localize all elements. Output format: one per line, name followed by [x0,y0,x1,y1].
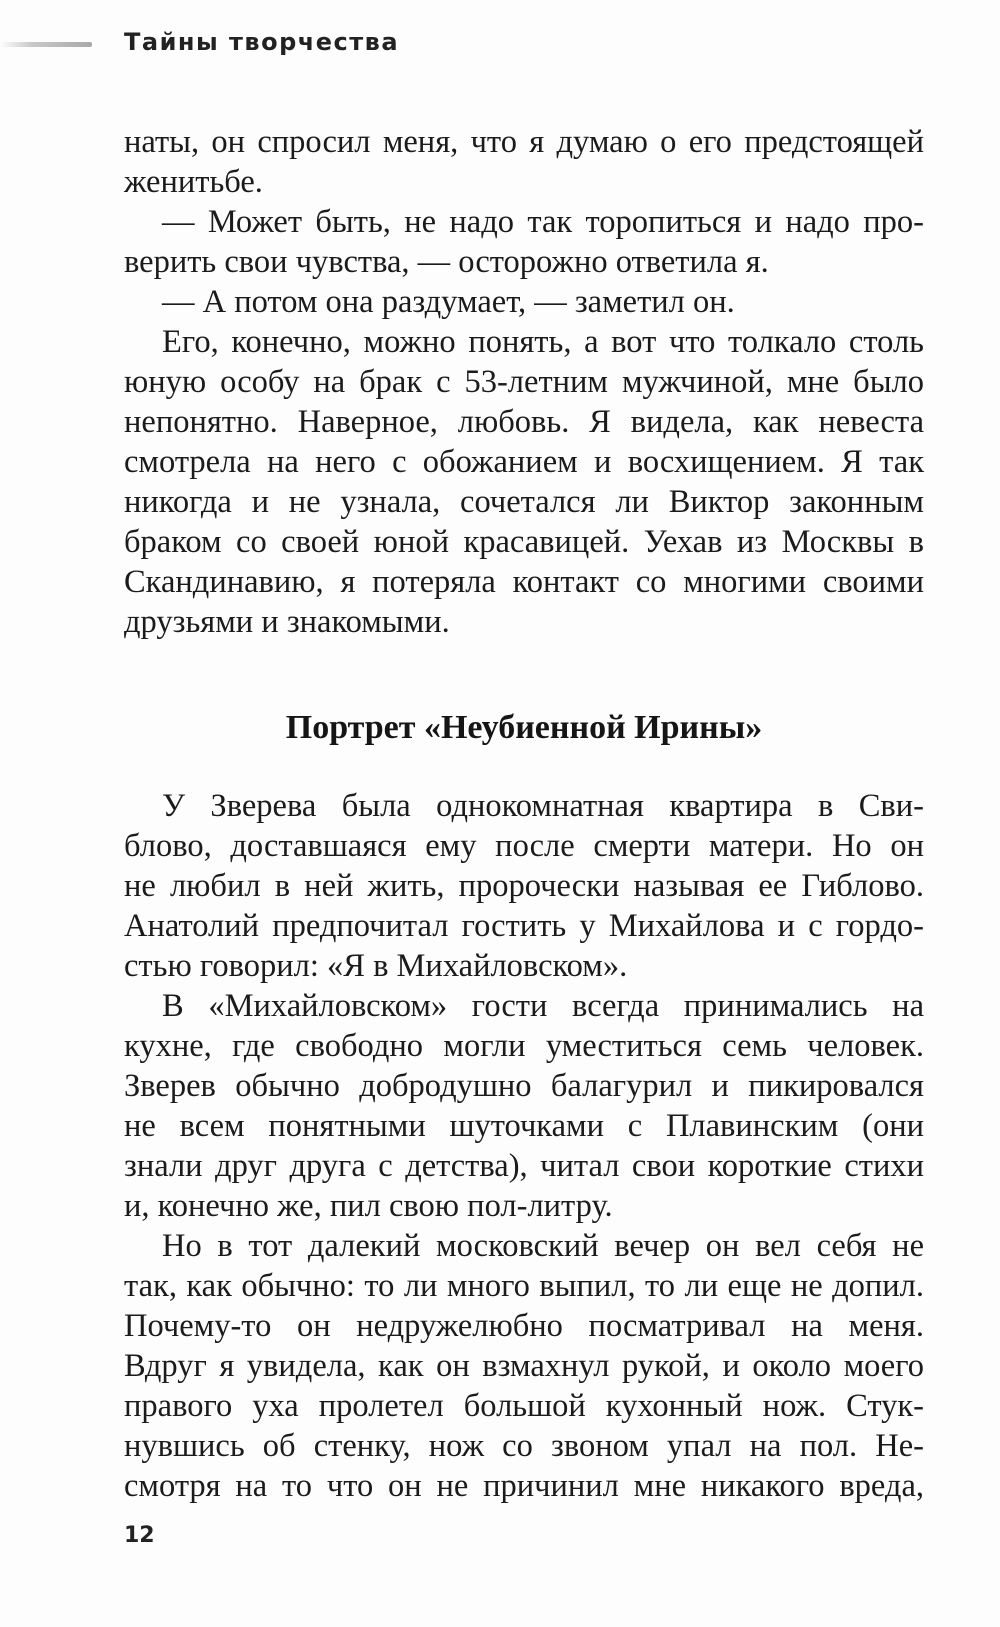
text-line: В «Михайловском» гости всегда принимались на [162,988,924,1024]
text-line: Почему-то он недружелюбно посматривал на меня. [124,1308,924,1344]
text-line: женитьбе. [124,164,263,200]
text-line: не всем понятными шуточками с Плавинским (они [124,1108,924,1144]
section-heading: Портрет «Неубиенной Ирины» [285,709,763,746]
text-line: никогда и не узнала, сочетался ли Виктор законным [124,484,924,520]
paragraph-block-bottom [124,786,924,1506]
text-line: смотрела на него с обожанием и восхищением. Я так [124,444,924,480]
text-line: У Зверева была однокомнатная квартира в Сви- [162,788,924,824]
text-line: — Может быть, не надо так торопиться и надо про- [162,204,924,240]
text-line: стью говорил: «Я в Михайловском». [124,948,628,984]
text-line: Скандинавию, я потеряла контакт со многими своими [124,564,924,600]
running-head-title: Тайны творчества [124,28,400,56]
text-line: не любил в ней жить, пророчески называя ее Гиблово. [124,868,924,904]
header-decorative-rule [0,42,92,47]
text-line: Его, конечно, можно понять, а вот что толкало столь [162,324,924,360]
text-line: знали друг друга с детства), читал свои короткие стихи [124,1148,924,1184]
text-line: непонятно. Наверное, любовь. Я видела, как невеста [124,404,924,440]
text-line: Вдруг я увидела, как он взмахнул рукой, и около моего [124,1348,924,1384]
text-line: Анатолий предпочитал гостить у Михайлова и с гордо- [124,908,924,944]
text-line: Зверев обычно добродушно балагурил и пикировался [124,1068,924,1104]
text-line: друзьями и знакомыми. [124,604,450,640]
text-line: — А потом она раздумает, — заметил он. [162,284,735,320]
text-line: так, как обычно: то ли много выпил, то ли еще не допил. [124,1268,924,1304]
text-line: Но в тот далекий московский вечер он вел себя не [162,1228,924,1264]
paragraph-block-top [124,122,924,642]
text-line: браком со своей юной красавицей. Уехав из Москвы в [124,524,924,560]
text-line: верить свои чувства, — осторожно ответила я. [124,244,769,280]
text-line: правого уха пролетел большой кухонный нож. Стук- [124,1388,924,1424]
text-line: смотря на то что он не причинил мне никакого вреда, [124,1468,924,1504]
text-line: нувшись об стенку, нож со звоном упал на пол. Не- [124,1428,924,1464]
text-line: наты, он спросил меня, что я думаю о его предстоящей [124,124,924,160]
text-line: и, конечно же, пил свою пол-литру. [124,1188,613,1224]
page-number: 12 [124,1523,155,1548]
text-line: юную особу на брак с 53-летним мужчиной, мне было [124,364,924,400]
text-line: блово, доставшаяся ему после смерти матери. Но он [124,828,924,864]
text-line: кухне, где свободно могли уместиться семь человек. [124,1028,924,1064]
